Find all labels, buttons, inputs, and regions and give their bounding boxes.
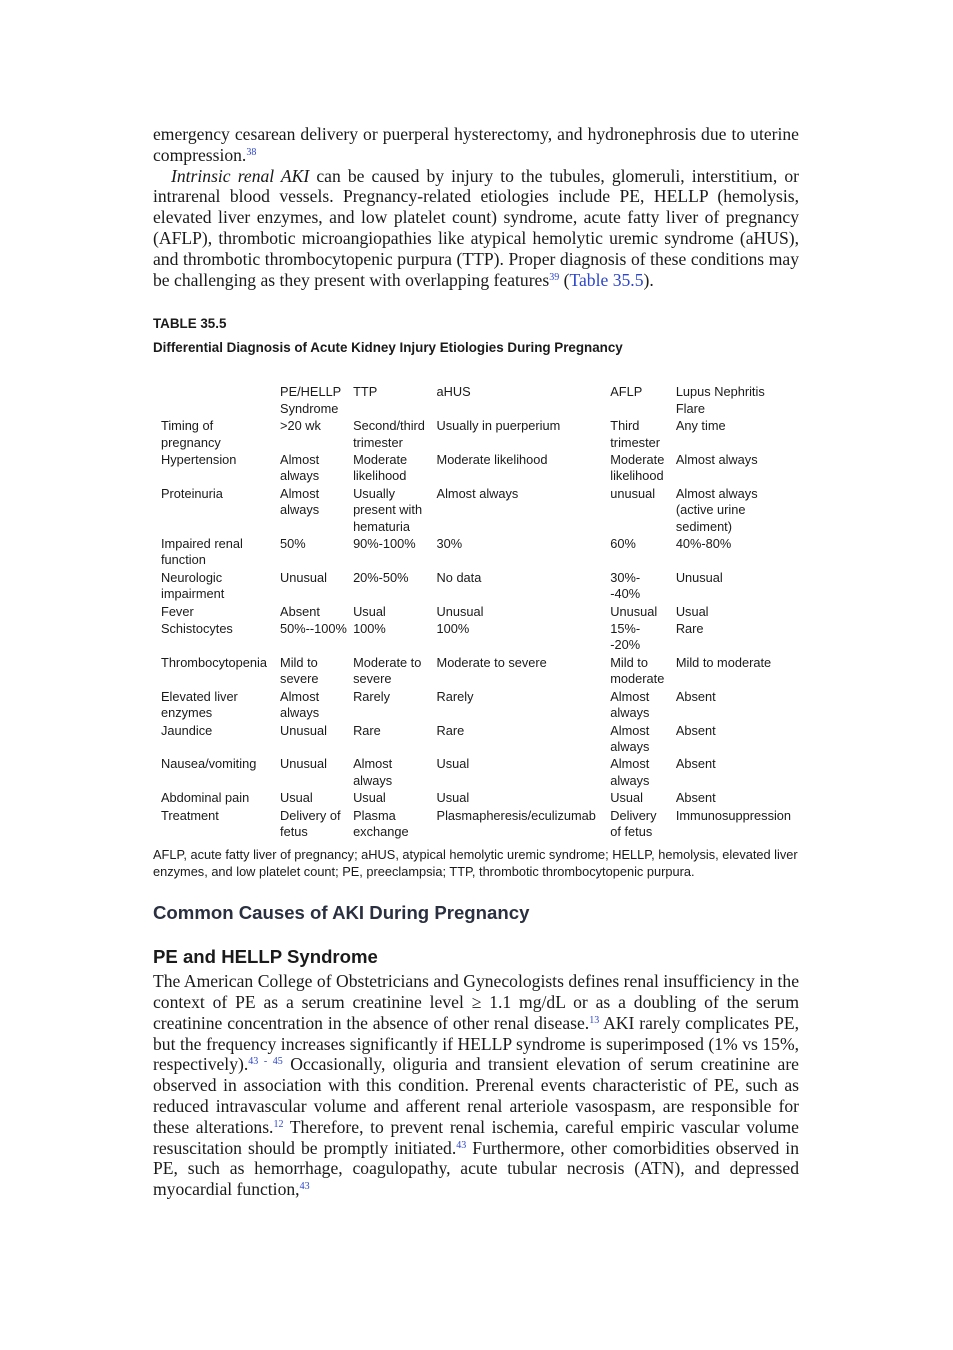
table-cell: Moderate to severe bbox=[353, 654, 422, 687]
table-cell: Usual bbox=[610, 790, 643, 806]
table-cell: Usual bbox=[353, 790, 386, 806]
table-cell: Delivery of fetus bbox=[280, 807, 341, 839]
table-cell: 60% bbox=[610, 536, 636, 552]
table-cell: 40%-80% bbox=[675, 536, 732, 552]
table-cell: 50%--100% bbox=[280, 621, 347, 637]
pe-hellp-paragraph bbox=[153, 971, 799, 1200]
subsection-heading: PE and HELLP Syndrome bbox=[153, 946, 378, 968]
table-cell: No data bbox=[436, 569, 482, 585]
table-row-label: Hypertension bbox=[161, 452, 237, 467]
table-cell: Almost always bbox=[436, 485, 519, 501]
table-35-5-link[interactable]: Table 35.5 bbox=[569, 269, 644, 290]
intro-paragraph-2-text: can be caused by injury to the tubules, glomeruli, interstitium, or intrarenal blood vessels. Pregnancy-related etiologies include PE, HELLP (hemolysis, elevated liver enzymes, and low platelet count) syndrome, acute fatty liver of pregnancy (AFLP), thrombotic microangiopathies like atypical hemolytic uremic syndrome (aHUS), and thrombotic thrombocytopenic purpura (TTP). Proper diagnosis of these conditions may be challenging as they present with overlapping features bbox=[153, 165, 799, 290]
table-row-label: Elevated liver enzymes bbox=[161, 688, 238, 721]
table-row-label: Impaired renal function bbox=[161, 536, 243, 568]
table-cell: Moderate to severe bbox=[436, 654, 547, 670]
table-header-cell: AFLP bbox=[610, 384, 643, 400]
table-row-label: Schistocytes bbox=[161, 621, 233, 637]
citation-38[interactable]: 38 bbox=[246, 146, 257, 158]
table-cell: Rare bbox=[436, 722, 465, 738]
table-row bbox=[158, 604, 799, 621]
citation-43-45[interactable]: 43 - 45 bbox=[248, 1056, 283, 1068]
pe-hellp-body: The American College of Obstetricians and Gynecologists defines renal insufficiency in the context of PE as a serum creatinine level ≥ 1.1 mg/dL or as a doubling of the serum creatinine concentration in the absence of other renal disease.$^{13}$ AKI rarely complicates PE, but the frequency increases significantly if HELLP syndrome is superimposed (1% vs 15%, respectively).$^{43 - 45}$ Occasionally, oliguria and transient elevation of serum creatinine are observed in association with this condition. Prerenal events characteristic of PE, such as reduced intravascular volume and afferent renal arteriole vasospasm, are responsible for these alterations.$^{12}$ Therefore, to prevent renal ischemia, careful empiric vascular volume resuscitation should be promptly initiated.$^{43}$ Furthermore, other comorbidities observed in PE, such as hemorrhage, coagulopathy, acute tubular necrosis (ATN), and depressed myocardial function,$^{43}$ bbox=[153, 971, 799, 1200]
table-cell: Plasma exchange bbox=[353, 807, 409, 839]
table-row-label: Treatment bbox=[161, 807, 219, 823]
table-cell: Unusual bbox=[280, 722, 327, 738]
table-cell: Almost always bbox=[675, 452, 758, 467]
table-cell: Delivery of fetus bbox=[610, 807, 657, 839]
table-cell: Usual bbox=[436, 790, 470, 806]
section-heading: Common Causes of AKI During Pregnancy bbox=[153, 902, 530, 924]
citation-43[interactable]: 43 bbox=[299, 1181, 310, 1193]
table-cell: Absent bbox=[675, 756, 716, 772]
table-cell: Almost always bbox=[280, 485, 320, 518]
table-cell: Rarely bbox=[436, 688, 474, 704]
table-header-cell: Lupus Nephritis Flare bbox=[675, 384, 765, 416]
table-cell: Usually present with hematuria bbox=[353, 485, 423, 534]
table-header-cell bbox=[158, 384, 277, 418]
table-row bbox=[158, 486, 799, 536]
table-cell: Moderate likelihood bbox=[610, 452, 665, 484]
table-cell: Almost always bbox=[610, 722, 650, 754]
table-cell: Almost always bbox=[610, 756, 650, 788]
citation-43[interactable]: 43 bbox=[456, 1139, 467, 1151]
table-cell: Almost always bbox=[610, 688, 650, 721]
intro-paragraph-1 bbox=[153, 124, 799, 166]
table-row-label: Neurologic impairment bbox=[161, 569, 225, 602]
table-header-cell: aHUS bbox=[436, 384, 471, 400]
differential-diagnosis-table bbox=[158, 384, 799, 841]
table-cell: 20%-50% bbox=[353, 569, 409, 585]
table-row-label: Timing of pregnancy bbox=[161, 418, 221, 450]
table-header-cell: PE/HELLP Syndrome bbox=[280, 384, 341, 416]
table-row bbox=[158, 756, 799, 790]
table-row-label: Proteinuria bbox=[161, 485, 223, 501]
table-cell: Unusual bbox=[280, 756, 327, 772]
document-page bbox=[153, 124, 799, 1200]
table-cell: Immunosuppression bbox=[675, 807, 792, 823]
table-cell: 30% bbox=[436, 536, 463, 552]
table-cell: Mild to moderate bbox=[675, 654, 772, 670]
table-cell: Usual bbox=[675, 603, 709, 619]
citation-13[interactable]: 13 bbox=[589, 1014, 600, 1026]
table-row bbox=[158, 689, 799, 723]
table-cell: Unusual bbox=[280, 569, 327, 585]
table-row-label: Jaundice bbox=[161, 722, 213, 738]
table-footnote: AFLP, acute fatty liver of pregnancy; aHUS, atypical hemolytic uremic syndrome; HELLP, hemolysis, elevated liver enzymes, and low platelet count; PE, preeclampsia; TTP, thrombotic thrombocytopenic purpura. bbox=[153, 847, 798, 879]
table-label: TABLE 35.5 bbox=[153, 316, 227, 332]
table-cell: Almost always bbox=[280, 688, 320, 721]
table-cell: Rarely bbox=[353, 688, 391, 704]
table-header-row bbox=[158, 384, 799, 418]
citation-39[interactable]: 39 bbox=[549, 271, 560, 283]
table-cell: Unusual bbox=[675, 569, 723, 585]
table-cell: Usually in puerperium bbox=[436, 418, 561, 434]
table-cell: Unusual bbox=[610, 603, 658, 619]
table-cell: Rare bbox=[353, 722, 381, 738]
table-cell: 90%-100% bbox=[353, 536, 416, 552]
table-cell: Moderate likelihood bbox=[353, 452, 408, 484]
table-cell: 50% bbox=[280, 536, 306, 552]
table-cell: Usual bbox=[280, 790, 313, 806]
table-row bbox=[158, 452, 799, 486]
table-row-label: Abdominal pain bbox=[161, 790, 250, 806]
table-cell: Usual bbox=[436, 756, 470, 772]
table-header-cell: TTP bbox=[353, 384, 378, 400]
table-cell: Mild to severe bbox=[280, 654, 319, 687]
table-cell: Second/third trimester bbox=[353, 418, 425, 450]
table-title: Differential Diagnosis of Acute Kidney Injury Etiologies During Pregnancy bbox=[153, 340, 623, 356]
table-cell: Usual bbox=[353, 603, 386, 619]
citation-12[interactable]: 12 bbox=[273, 1118, 284, 1130]
table-cell: Absent bbox=[675, 722, 716, 738]
table-row bbox=[158, 655, 799, 689]
table-cell: 100% bbox=[353, 621, 386, 637]
table-row bbox=[158, 621, 799, 655]
table-row-label: Thrombocytopenia bbox=[161, 654, 267, 670]
table-row-label: Nausea/vomiting bbox=[161, 756, 257, 772]
intrinsic-renal-aki-term: Intrinsic renal AKI bbox=[171, 165, 310, 186]
table-cell: Almost always bbox=[353, 756, 393, 788]
intro-paragraph-2: Intrinsic renal AKI can be caused by injury to the tubules, glomeruli, interstitium, or intrarenal blood vessels. Pregnancy-related etiologies include PE, HELLP (hemolysis, elevated liver enzymes, and low platelet count) syndrome, acute fatty liver of pregnancy (AFLP), thrombotic microangiopathies like atypical hemolytic uremic syndrome (aHUS), and thrombotic thrombocytopenic purpura (TTP). Proper diagnosis of these conditions may be challenging as they present with overlapping features$^{39}$ (Table 35.5). bbox=[153, 165, 799, 290]
table-body bbox=[158, 418, 799, 841]
table-cell: Absent bbox=[675, 688, 716, 704]
table-cell: Absent bbox=[280, 603, 320, 619]
table-cell: Plasmapheresis/eculizumab bbox=[436, 807, 596, 823]
table-row bbox=[158, 723, 799, 757]
table-cell: unusual bbox=[610, 485, 656, 501]
table-cell: Unusual bbox=[436, 603, 484, 619]
table-row-label: Fever bbox=[161, 603, 194, 619]
table-cell: >20 wk bbox=[280, 418, 321, 434]
table-cell: Any time bbox=[675, 418, 726, 434]
table-cell: Mild to moderate bbox=[610, 654, 665, 687]
table-cell: Moderate likelihood bbox=[436, 452, 548, 467]
table-cell: 100% bbox=[436, 621, 470, 637]
table-row bbox=[158, 808, 799, 842]
table-cell: 15%--20% bbox=[610, 621, 641, 653]
table-row bbox=[158, 536, 799, 570]
table-cell: Absent bbox=[675, 790, 716, 806]
intro-text bbox=[153, 124, 799, 290]
table-cell: Almost always bbox=[280, 452, 320, 484]
table-cell: Third trimester bbox=[610, 418, 661, 450]
table-row bbox=[158, 570, 799, 604]
table-cell: 30%--40% bbox=[610, 569, 641, 602]
table-cell: Rare bbox=[675, 621, 704, 637]
table-row bbox=[158, 418, 799, 452]
intro-paragraph-1-text: emergency cesarean delivery or puerperal hysterectomy, and hydronephrosis due to uterine compression. bbox=[153, 124, 799, 165]
table-cell: Almost always (active urine sediment) bbox=[675, 485, 758, 534]
table-row bbox=[158, 790, 799, 807]
